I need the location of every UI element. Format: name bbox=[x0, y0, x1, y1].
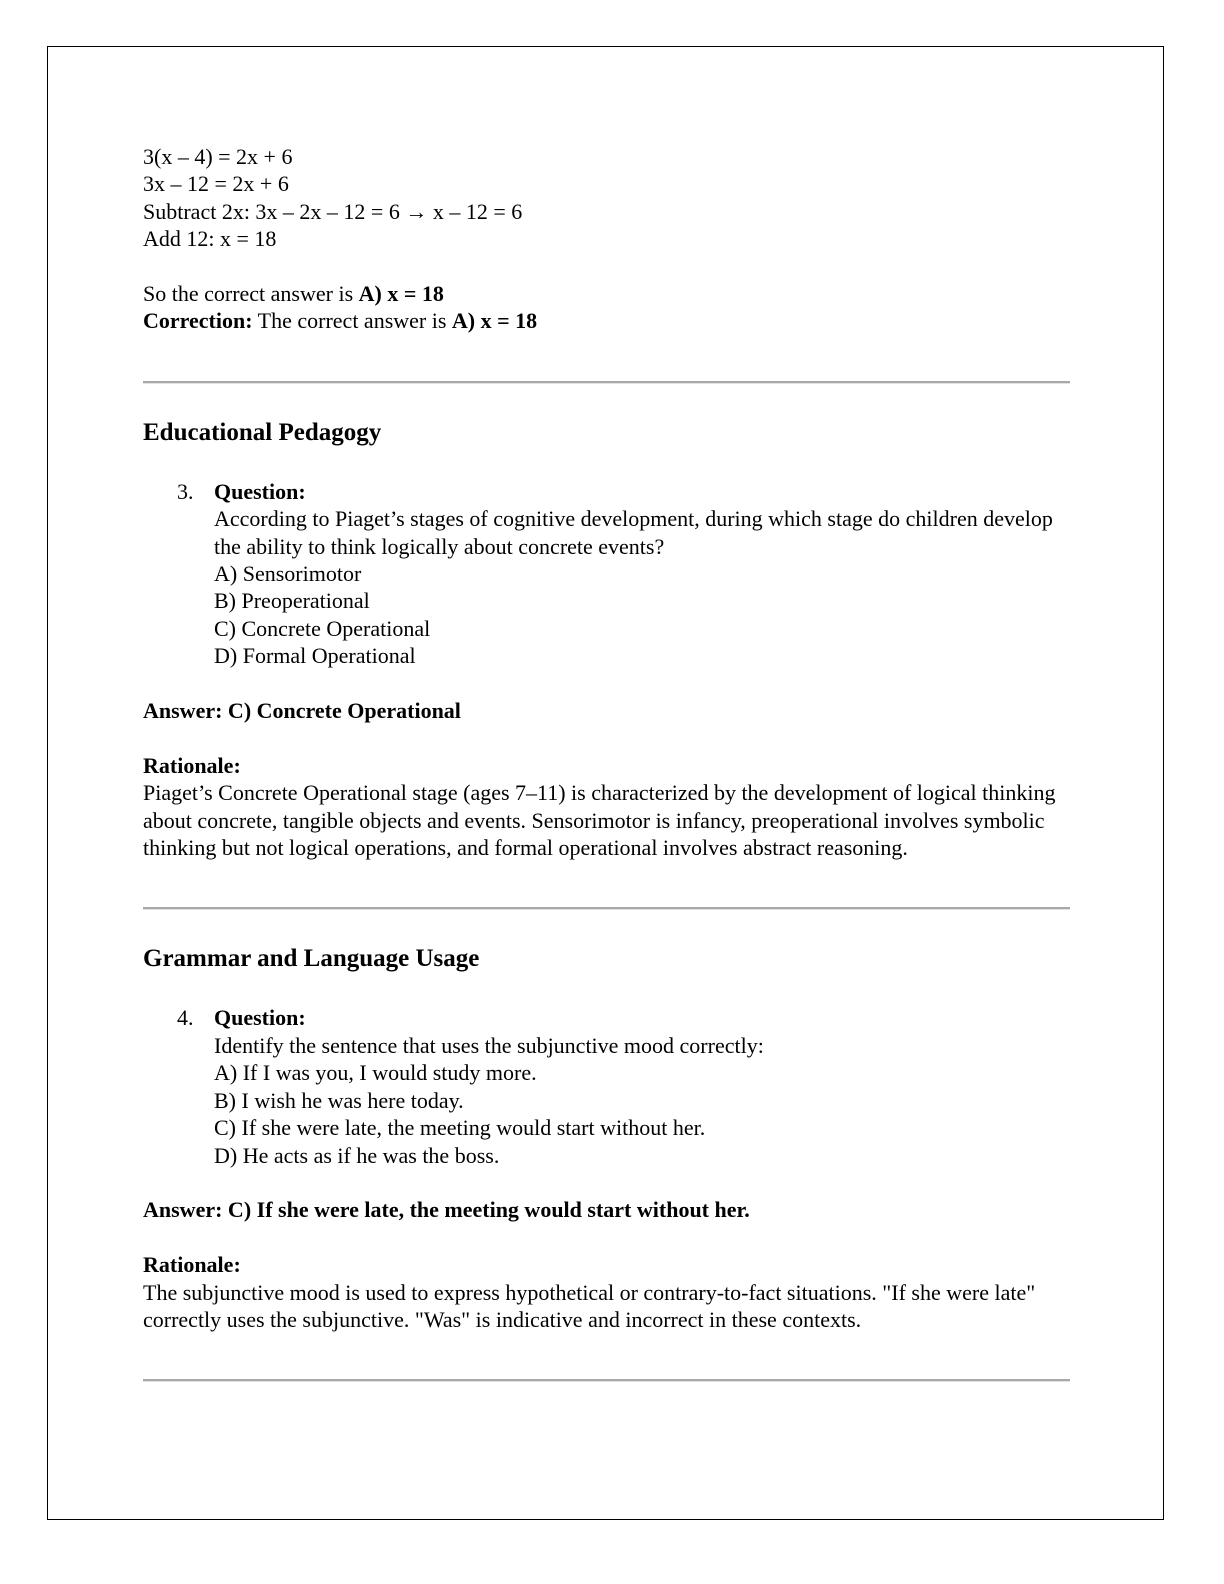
answer-line: Answer: C) If she were late, the meeting would start without her. bbox=[143, 1197, 750, 1223]
rationale-text: The subjunctive mood is used to express hypothetical or contrary-to-fact situations. "If she were late" correctly uses the subjunctive. "Was" is indicative and incorrect in these contexts. bbox=[143, 1279, 1036, 1332]
section-heading: Educational Pedagogy bbox=[143, 418, 382, 446]
question-block bbox=[143, 1004, 1073, 1168]
section-grammar-language-usage bbox=[143, 944, 1073, 1333]
conclusion-answer: A) x = 18 bbox=[358, 281, 444, 307]
document-body bbox=[143, 143, 1073, 1382]
answer-option: C) Concrete Operational bbox=[214, 615, 431, 641]
rationale-label: Rationale: bbox=[143, 1252, 241, 1278]
question-label: Question: bbox=[214, 1005, 306, 1031]
answer-option: B) Preoperational bbox=[214, 588, 370, 614]
math-step: Subtract 2x: 3x – 2x – 12 = 6 → x – 12 = 6 bbox=[143, 198, 523, 224]
section-educational-pedagogy bbox=[143, 418, 1073, 862]
answer-line: Answer: C) Concrete Operational bbox=[143, 698, 461, 724]
math-step: 3(x – 4) = 2x + 6 bbox=[143, 144, 293, 169]
question-number: 4. bbox=[177, 1005, 194, 1031]
question-block bbox=[143, 478, 1073, 670]
math-correction: Correction: The correct answer is A) x = 18 bbox=[143, 308, 538, 334]
math-step: 3x – 12 = 2x + 6 bbox=[143, 171, 289, 197]
section-divider bbox=[143, 1379, 1070, 1382]
section-heading: Grammar and Language Usage bbox=[143, 945, 480, 973]
answer-option: A) If I was you, I would study more. bbox=[214, 1060, 537, 1086]
question-number: 3. bbox=[177, 478, 194, 504]
answer-option: A) Sensorimotor bbox=[214, 561, 362, 587]
question-text: Identify the sentence that uses the subjunctive mood correctly: bbox=[214, 1032, 764, 1058]
answer-option: B) I wish he was here today. bbox=[214, 1087, 464, 1113]
math-solution bbox=[143, 143, 1073, 335]
answer-option: C) If she were late, the meeting would start without her. bbox=[214, 1115, 706, 1141]
answer-option: D) Formal Operational bbox=[214, 643, 416, 669]
correction-label: Correction: bbox=[143, 308, 253, 334]
question-label: Question: bbox=[214, 478, 306, 504]
question-text: According to Piaget’s stages of cognitive development, during which stage do children develop the ability to think logically about concrete events? bbox=[214, 506, 1053, 559]
answer-option: D) He acts as if he was the boss. bbox=[214, 1142, 500, 1168]
math-step: Add 12: x = 18 bbox=[143, 226, 277, 252]
correction-answer: A) x = 18 bbox=[451, 308, 538, 334]
rationale-label: Rationale: bbox=[143, 752, 241, 778]
rationale-text: Piaget’s Concrete Operational stage (ages 7–11) is characterized by the development of logical thinking about concrete, tangible objects and events. Sensorimotor is infancy, preoperational involves symbolic thinking but not logical operations, and formal operational involves abstract reasoning. bbox=[143, 780, 1056, 861]
math-conclusion: So the correct answer is A) x = 18 bbox=[143, 281, 444, 307]
